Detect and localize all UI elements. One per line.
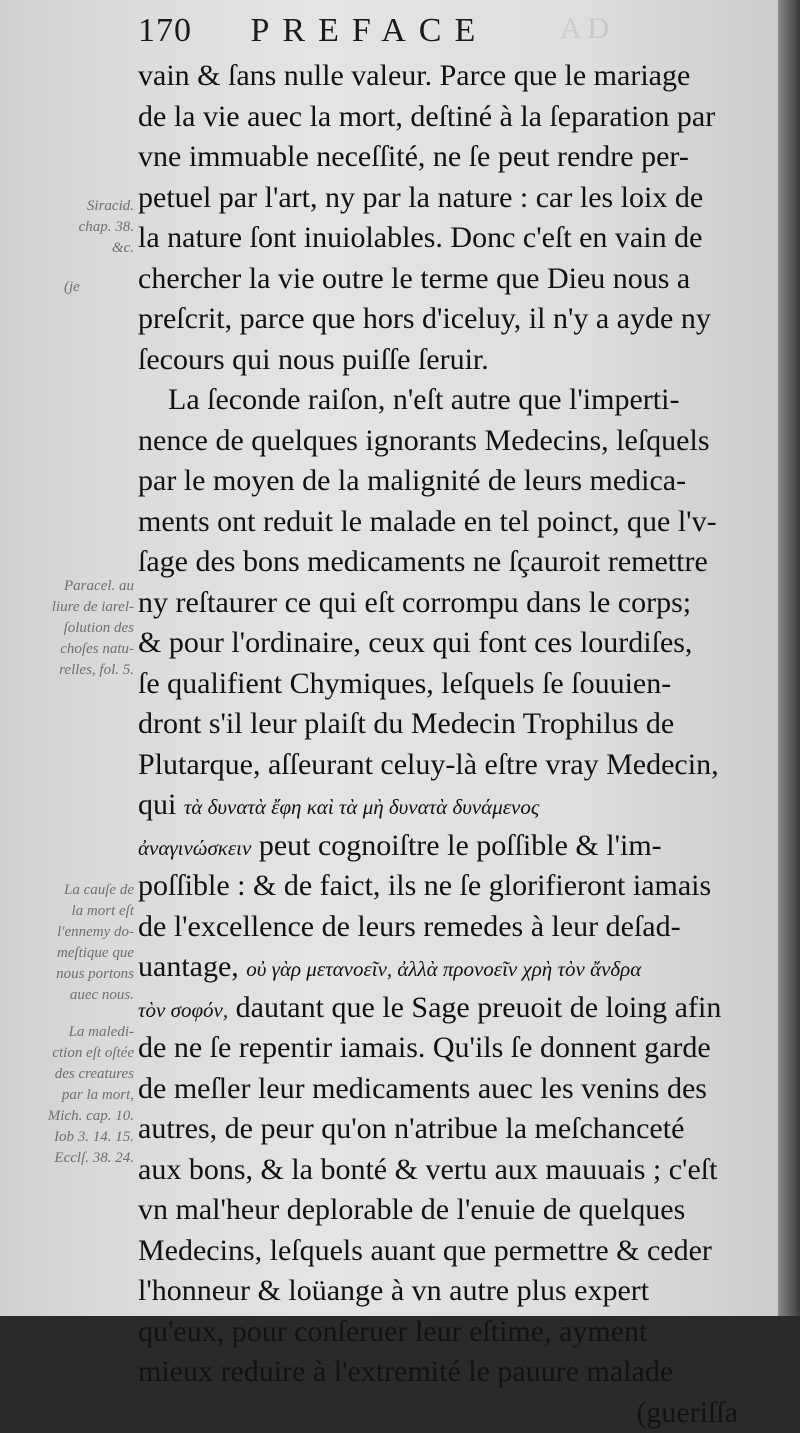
margin-note-line: Siracid. — [4, 196, 134, 217]
margin-note-line: Mich. cap. 10. — [4, 1106, 134, 1127]
margin-note-line: par la mort, — [4, 1085, 134, 1106]
margin-notes — [0, 0, 138, 1316]
margin-note-line: des creatures — [4, 1064, 134, 1085]
margin-note-line: meſtique que — [4, 943, 134, 964]
greek-text: τὰ δυνατὰ ἔφη καὶ τὰ μὴ δυνατὰ δυνάμενος — [184, 795, 540, 819]
margin-note-line: Ecclſ. 38. 24. — [4, 1148, 134, 1169]
margin-note-line: l'ennemy do- — [4, 922, 134, 943]
paragraph-start-line: La ſeconde raiſon, n'eſt autre que l'imperti- — [138, 380, 738, 421]
margin-note-line: auec nous. — [4, 985, 134, 1006]
margin-note-paracel — [4, 576, 134, 681]
body-text — [138, 56, 738, 1433]
margin-note-line: &c. — [4, 238, 134, 259]
page-number: 170 — [138, 12, 192, 49]
text-line: de la vie auec la mort, deſtiné à la ſeparation par — [138, 97, 738, 138]
margin-note-line: liure de iarel- — [4, 597, 134, 618]
text-line: petuel par l'art, ny par la nature : car les loix de — [138, 178, 738, 219]
text-line: dront s'il leur plaiſt du Medecin Trophilus de — [138, 704, 738, 745]
text-line: ſage des bons medicaments ne ſçauroit remettre — [138, 542, 738, 583]
margin-note-line: relles, fol. 5. — [4, 660, 134, 681]
binding-shadow — [778, 0, 800, 1316]
greek-quote-line — [138, 826, 738, 867]
text-span: dautant que le Sage preuoit de loing afin — [236, 991, 722, 1024]
text-span: uantage, — [138, 950, 239, 983]
greek-text: ἀναγινώσκειν — [138, 836, 251, 860]
text-line: vain & ſans nulle valeur. Parce que le mariage — [138, 56, 738, 97]
text-line: vn mal'heur deplorable de l'enuie de quelques — [138, 1190, 738, 1231]
text-line: & pour l'ordinaire, ceux qui font ces lourdiſes, — [138, 623, 738, 664]
margin-note-line: Iob 3. 14. 15. — [4, 1127, 134, 1148]
margin-note-line: la mort eſt — [4, 901, 134, 922]
text-line: ments ont reduit le malade en tel poinct, que l'v- — [138, 502, 738, 543]
margin-note-line: La maledi- — [4, 1022, 134, 1043]
text-span: qui — [138, 788, 176, 821]
text-line: poſſible : & de faict, ils ne ſe glorifieront iamais — [138, 866, 738, 907]
margin-note-line: ction eſt oſtée — [4, 1043, 134, 1064]
margin-note-mort — [4, 880, 134, 1006]
text-line: de ne ſe repentir iamais. Qu'ils ſe donnent garde — [138, 1028, 738, 1069]
text-line: preſcrit, parce que hors d'iceluy, il n'y a ayde ny — [138, 299, 738, 340]
text-line: ny reſtaurer ce qui eſt corrompu dans le corps; — [138, 583, 738, 624]
text-line: qu'eux, pour conſeruer leur eſtime, ayment — [138, 1312, 738, 1353]
greek-quote-line — [138, 785, 738, 826]
greek-quote-line — [138, 947, 738, 988]
text-line: mieux reduire à l'extremité le pauure malade — [138, 1352, 738, 1393]
text-span: peut cognoiſtre le poſſible & l'im- — [259, 829, 662, 862]
text-line: autres, de peur qu'on n'atribue la meſchanceté — [138, 1109, 738, 1150]
text-line: Plutarque, aſſeurant celuy-là eſtre vray Medecin, — [138, 745, 738, 786]
text-line: nence de quelques ignorants Medecins, leſquels — [138, 421, 738, 462]
text-line: chercher la vie outre le terme que Dieu nous a — [138, 259, 738, 300]
text-line: ſe qualifient Chymiques, leſquels ſe ſouuien- — [138, 664, 738, 705]
text-line: de meſler leur medicaments auec les venins des — [138, 1069, 738, 1110]
text-line: par le moyen de la malignité de leurs medica- — [138, 461, 738, 502]
text-line: la nature ſont inuiolables. Donc c'eſt en vain de — [138, 218, 738, 259]
greek-quote-line — [138, 988, 738, 1029]
margin-note-line: choſes natu- — [4, 639, 134, 660]
text-line: aux bons, & la bonté & vertu aux mauuais ; c'eſt — [138, 1150, 738, 1191]
margin-note-line: Paracel. au — [4, 576, 134, 597]
page-title: PREFACE — [251, 12, 489, 49]
catchword: (gueriſſa — [138, 1393, 738, 1433]
greek-text: οὐ γὰρ μετανοεῖν, ἀλλὰ προνοεῖν χρὴ τὸν ἄνδρα — [246, 957, 641, 981]
greek-text: τὸν σοφόν, — [138, 998, 228, 1022]
running-header — [138, 12, 488, 50]
margin-note-line: La cauſe de — [4, 880, 134, 901]
margin-note-line: ſolution des — [4, 618, 134, 639]
bleed-through-text: A D — [560, 12, 609, 46]
text-line: ſecours qui nous puiſſe ſeruir. — [138, 340, 738, 381]
margin-note-line: nous portons — [4, 964, 134, 985]
text-line: vne immuable neceſſité, ne ſe peut rendre per- — [138, 137, 738, 178]
margin-note-siracid — [4, 196, 134, 298]
text-line: l'honneur & loüange à vn autre plus expert — [138, 1271, 738, 1312]
text-line: Medecins, leſquels auant que permettre & ceder — [138, 1231, 738, 1272]
margin-note-line: (je — [4, 277, 134, 298]
text-line: de l'excellence de leurs remedes à leur deſad- — [138, 907, 738, 948]
margin-note-line: chap. 38. — [4, 217, 134, 238]
margin-note-malediction — [4, 1022, 134, 1169]
